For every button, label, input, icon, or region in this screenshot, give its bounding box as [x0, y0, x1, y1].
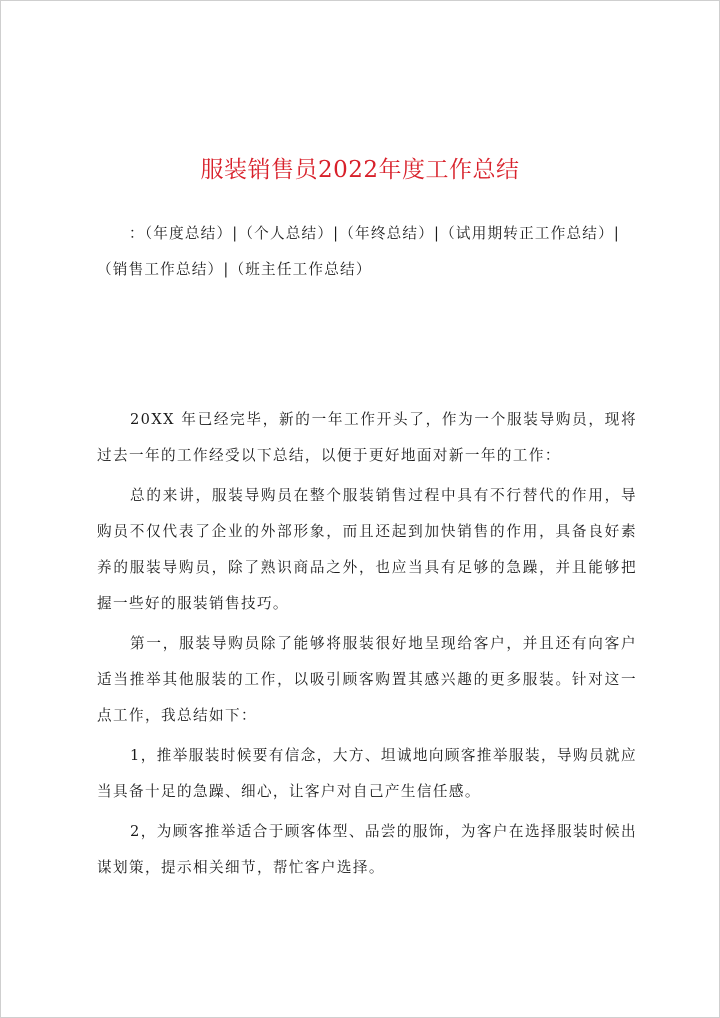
paragraph-intro: 20XX 年已经完毕，新的一年工作开头了，作为一个服装导购员，现将过去一年的工作经受以下总结，以便于更好地面对新一年的工作： — [97, 411, 637, 464]
paragraph-item-1: 1，推举服装时候要有信念，大方、坦诚地向顾客推举服装，导购员就应当具备十足的急躁、细心，让客户对自己产生信任感。 — [97, 747, 637, 800]
document-title: 服装销售员2022年度工作总结 — [200, 157, 520, 183]
paragraph-overview: 总的来讲，服装导购员在整个服装销售过程中具有不行替代的作用，导购员不仅代表了企业的外部形象，而且还起到加快销售的作用，具备良好素养的服装导购员，除了熟识商品之外，也应当具有足够的急躁，并且能够把握一些好的服装销售技巧。 — [97, 487, 637, 612]
paragraph-item-2: 2，为顾客推举适合于顾客体型、品尝的服饰，为客户在选择服装时候出谋划策，提示相关细节，帮忙客户选择。 — [97, 823, 637, 876]
category-tags: ：（年度总结）|（个人总结）|（年终总结）|（试用期转正工作总结）|（销售工作总结）|（班主任工作总结） — [97, 225, 620, 278]
document-body — [97, 402, 637, 890]
paragraph-first-point: 第一，服装导购员除了能够将服装很好地呈现给客户，并且还有向客户适当推举其他服装的工作，以吸引顾客购置其感兴趣的更多服装。针对这一点工作，我总结如下： — [97, 635, 637, 724]
